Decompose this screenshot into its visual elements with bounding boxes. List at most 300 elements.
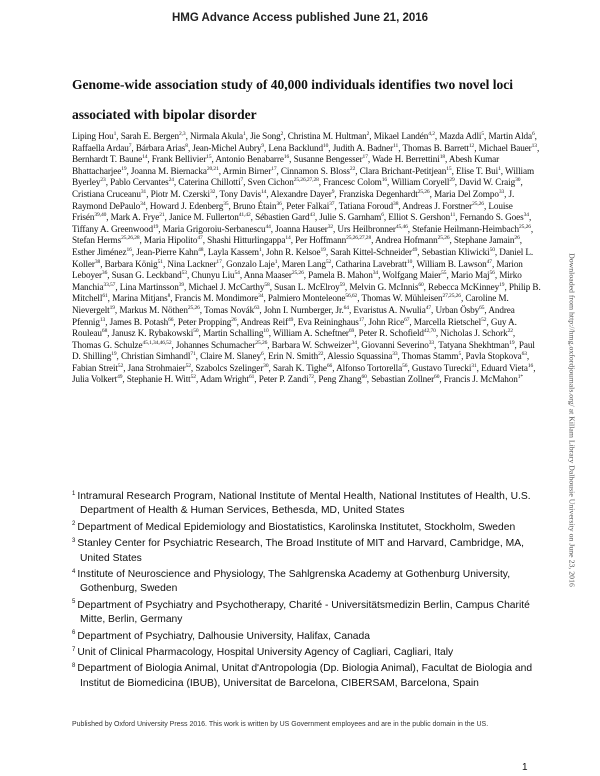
author-entry bbox=[250, 131, 283, 141]
author-affiliation-mark: 17 bbox=[358, 316, 365, 323]
author-name: Rebecca McKinney bbox=[428, 281, 500, 292]
author-entry bbox=[178, 317, 237, 327]
author-name: Szabolcs Szelinger bbox=[195, 362, 264, 373]
author-affiliation-mark: 68 bbox=[101, 328, 108, 335]
author-name: Fabian Streit bbox=[72, 362, 118, 373]
affiliation-item bbox=[72, 630, 542, 644]
author-affiliation-mark: 38 bbox=[393, 200, 399, 207]
author-entry bbox=[72, 154, 147, 164]
author-name: Frank Bellivier bbox=[151, 154, 207, 165]
author-entry bbox=[391, 177, 454, 187]
author-entry bbox=[382, 270, 446, 280]
author-name: Julia Volkert bbox=[72, 374, 118, 385]
author-entry bbox=[150, 201, 229, 211]
author-name: Louise Frisén bbox=[72, 200, 513, 223]
author-affiliation-mark: 43 bbox=[309, 212, 315, 219]
copyright-footer: Published by Oxford University Press 2016. This work is written by US Government employees and are in the public domain in the US. bbox=[72, 721, 489, 728]
author-affiliation-mark: 41,42 bbox=[238, 212, 251, 219]
author-affiliation-mark: 60 bbox=[361, 374, 367, 381]
author-name: Francis M. Mondimore bbox=[174, 293, 259, 304]
author-affiliation-mark: 55 bbox=[441, 270, 447, 277]
author-name: Fernando S. Goes bbox=[459, 212, 524, 223]
author-entry bbox=[318, 374, 366, 384]
author-name: William Byerley bbox=[72, 165, 535, 188]
author-entry bbox=[428, 282, 504, 292]
author-affiliation-mark: 6 bbox=[261, 351, 264, 358]
author-entry bbox=[240, 317, 293, 327]
author-entry bbox=[454, 235, 520, 245]
author-name: Barbara W. Schweizer bbox=[271, 339, 352, 350]
author-entry bbox=[281, 166, 355, 176]
author-affiliation-mark: 61 bbox=[102, 293, 108, 300]
author-name: Sarah E. Bergen bbox=[120, 131, 179, 141]
author-entry bbox=[339, 189, 430, 199]
author-name: Bárbara Arias bbox=[135, 142, 186, 153]
author-name: Gonzalo Laje bbox=[226, 258, 275, 269]
author-name: Francis J. McMahon bbox=[443, 374, 518, 385]
author-name: Christina M. Hultman bbox=[287, 131, 367, 141]
author-affiliation-mark: 60 bbox=[418, 281, 424, 288]
affiliation-item bbox=[72, 490, 542, 519]
download-watermark bbox=[566, 160, 578, 680]
author-name: Tatiana Foroud bbox=[338, 200, 394, 211]
author-affiliation-mark: 66 bbox=[168, 316, 174, 323]
author-name: Susan L. McElroy bbox=[274, 281, 340, 292]
author-name: Mark A. Frye bbox=[110, 212, 160, 223]
author-entry bbox=[333, 143, 399, 153]
author-affiliation-mark: 58 bbox=[264, 281, 270, 288]
author-name: Caroline M. Nievergelt bbox=[72, 293, 509, 315]
author-affiliation-mark: 60 bbox=[434, 374, 440, 381]
author-affiliation-mark: 8 bbox=[167, 293, 171, 300]
author-name: Sebastian Kliwicki bbox=[421, 246, 490, 257]
author-affiliation-mark: 34 bbox=[258, 293, 264, 300]
author-name: Thomas W. Mühleisen bbox=[361, 293, 443, 304]
author-name: Sébastien Gard bbox=[255, 212, 310, 223]
author-affiliation-mark: 61 bbox=[248, 374, 255, 381]
author-name: Christian Simhandl bbox=[120, 351, 191, 362]
author-name: Per Hoffmann bbox=[295, 235, 347, 246]
author-name: Gustavo Turecki bbox=[411, 362, 472, 373]
author-name: Tomas Novák bbox=[204, 304, 255, 315]
author-affiliation-mark: 31 bbox=[140, 188, 147, 195]
author-entry bbox=[204, 305, 259, 315]
author-name: Janusz K. Rybakowski bbox=[111, 328, 194, 339]
author-affiliation-mark: 25,26,27,28 bbox=[346, 235, 372, 242]
author-entry bbox=[176, 340, 267, 350]
author-entry bbox=[136, 143, 188, 153]
author-affiliation-mark: 1 bbox=[113, 130, 117, 137]
author-affiliation-mark: 15 bbox=[206, 154, 212, 161]
author-entry bbox=[72, 374, 122, 384]
author-affiliation-mark: 4,2 bbox=[428, 130, 435, 137]
author-name: Maria Grigoroiu-Serbanescu bbox=[162, 223, 266, 234]
author-affiliation-mark: 11 bbox=[450, 212, 456, 219]
author-affiliation-mark: 1 bbox=[274, 258, 278, 265]
author-entry bbox=[270, 189, 334, 199]
author-name: William Coryell bbox=[391, 177, 450, 188]
author-affiliation-mark: 15 bbox=[446, 165, 452, 172]
author-name: Barbara König bbox=[104, 258, 158, 269]
author-entry bbox=[330, 247, 417, 257]
author-affiliation-mark: 52 bbox=[190, 374, 196, 381]
author-name: Joanna Hauser bbox=[275, 223, 328, 234]
author-affiliation-mark: 25,26 bbox=[437, 235, 450, 242]
author-affiliation-mark: 19 bbox=[320, 246, 326, 253]
author-name: Elliot S. Gershon bbox=[388, 212, 451, 223]
author-entry bbox=[359, 328, 436, 338]
author-affiliation-mark: 1* bbox=[517, 374, 524, 381]
author-affiliation-mark: 25,26 bbox=[472, 200, 484, 207]
author-affiliation-mark: 63 bbox=[254, 304, 260, 311]
author-affiliation-mark: 26 bbox=[514, 235, 520, 242]
author-entry bbox=[336, 363, 407, 373]
author-affiliation-mark: 39 bbox=[178, 281, 185, 288]
author-affiliation-mark: 1 bbox=[258, 246, 262, 253]
affiliation-number: 1 bbox=[72, 490, 76, 497]
author-name: Thomas B. Barrett bbox=[402, 142, 469, 153]
author-affiliation-mark: 32 bbox=[210, 188, 216, 195]
author-entry bbox=[152, 154, 212, 164]
author-name: Pavla Stopkova bbox=[465, 351, 522, 362]
author-name: Shashi Hitturlingappa bbox=[207, 235, 286, 246]
affiliation-text: Department of Medical Epidemiology and Biostatistics, Karolinska Institutet, Stockholm, Sweden bbox=[77, 521, 516, 533]
author-entry bbox=[151, 189, 216, 199]
author-name: Susan G. Leckband bbox=[111, 270, 182, 281]
author-entry bbox=[374, 131, 435, 141]
author-affiliation-mark: 19 bbox=[121, 165, 127, 172]
author-entry bbox=[178, 177, 243, 187]
author-name: Pamela B. Mahon bbox=[308, 270, 373, 281]
author-affiliation-mark: 66 bbox=[326, 362, 333, 369]
author-name: Melvin G. McInnis bbox=[349, 281, 419, 292]
author-name: Abesh Kumar Bhattacharjee bbox=[72, 154, 500, 176]
author-name: Liping Hou bbox=[72, 131, 114, 141]
author-affiliation-mark: 19 bbox=[109, 304, 115, 311]
author-affiliation-mark: 19 bbox=[152, 223, 159, 230]
author-name: Chunyu Liu bbox=[191, 270, 235, 281]
author-name: Johannes Schumacher bbox=[175, 339, 256, 350]
author-name: Giovanni Severino bbox=[361, 339, 429, 350]
author-entry bbox=[72, 131, 116, 141]
author-name: Mirko Manchia bbox=[72, 270, 522, 292]
author-name: Maria Del Zompo bbox=[433, 188, 499, 199]
author-name: Tony Davis bbox=[219, 188, 262, 199]
page-number: 1 bbox=[522, 762, 528, 773]
author-name: Susanne Bengesser bbox=[293, 154, 363, 165]
author-name: Martin Alda bbox=[488, 131, 533, 141]
author-name: Catharina Lavebratt bbox=[335, 258, 407, 269]
author-name: Antonio Benabarre bbox=[215, 154, 284, 165]
author-affiliation-mark: 49 bbox=[288, 316, 294, 323]
author-entry bbox=[349, 282, 423, 292]
author-name: Stephanie H. Witt bbox=[126, 374, 191, 385]
author-entry bbox=[298, 317, 364, 327]
author-affiliation-mark: 5 bbox=[458, 351, 462, 358]
author-affiliation-mark: 30 bbox=[515, 177, 521, 184]
author-entry bbox=[136, 247, 203, 257]
author-entry bbox=[488, 131, 534, 141]
author-affiliation-mark: 67 bbox=[404, 316, 410, 323]
author-name: Sarah Kittel-Schneider bbox=[330, 246, 412, 257]
author-affiliation-mark: 9 bbox=[331, 188, 335, 195]
author-name: Eduard Vieta bbox=[481, 362, 528, 373]
author-affiliation-mark: 22 bbox=[318, 351, 324, 358]
author-entry bbox=[195, 363, 268, 373]
author-affiliation-mark: 25,26 bbox=[291, 270, 304, 277]
author-affiliation-mark: 19 bbox=[509, 339, 515, 346]
author-affiliation-mark: 45,46 bbox=[395, 223, 408, 230]
author-entry bbox=[361, 340, 434, 350]
author-entry bbox=[412, 363, 477, 373]
author-entry bbox=[128, 363, 191, 373]
author-name: Alexandre Dayer bbox=[270, 188, 332, 199]
author-affiliation-mark: 1 bbox=[498, 165, 501, 172]
author-entry bbox=[439, 131, 484, 141]
author-affiliation-mark: 30 bbox=[263, 362, 269, 369]
author-name: Urs Heilbronner bbox=[337, 223, 396, 234]
author-affiliation-mark: 7 bbox=[128, 142, 132, 149]
author-entry bbox=[375, 235, 450, 245]
author-affiliation-mark: 64 bbox=[343, 304, 349, 311]
author-affiliation-mark: 12 bbox=[468, 142, 475, 149]
author-affiliation-mark: 33 bbox=[498, 188, 505, 195]
author-entry bbox=[336, 259, 413, 269]
author-affiliation-mark: 50 bbox=[193, 328, 199, 335]
author-name: Cinnamon S. Bloss bbox=[280, 165, 350, 176]
author-entry bbox=[72, 247, 132, 257]
author-affiliation-mark: 8 bbox=[185, 142, 188, 149]
author-affiliation-mark: 2,3 bbox=[178, 130, 186, 137]
author-entry bbox=[308, 270, 378, 280]
author-affiliation-mark: 19 bbox=[111, 351, 117, 358]
author-entry bbox=[105, 259, 163, 269]
author-name: Martin Schalling bbox=[202, 328, 264, 339]
affiliation-text: Stanley Center for Psychiatric Research, The Broad Institute of MIT and Harvard, Cambridge, MA, United States bbox=[77, 538, 524, 564]
author-name: Julie S. Garnham bbox=[319, 212, 382, 223]
author-affiliation-mark: 29 bbox=[449, 177, 455, 184]
author-entry bbox=[273, 363, 332, 373]
author-entry bbox=[459, 177, 520, 187]
author-entry bbox=[188, 282, 269, 292]
author-entry bbox=[360, 166, 452, 176]
author-name: John R. Kelsoe bbox=[266, 246, 321, 257]
author-affiliation-mark: 7 bbox=[240, 177, 244, 184]
author-entry bbox=[207, 235, 291, 245]
author-entry bbox=[121, 131, 186, 141]
author-entry bbox=[327, 351, 397, 361]
author-entry bbox=[402, 143, 474, 153]
author-entry bbox=[414, 317, 487, 327]
author-entry bbox=[200, 351, 264, 361]
journal-header: HMG Advance Access published June 21, 2016 bbox=[171, 12, 429, 24]
author-affiliation-mark: 25,26,28 bbox=[121, 235, 140, 242]
author-entry bbox=[112, 293, 170, 303]
author-affiliation-mark: 9 bbox=[261, 142, 264, 149]
author-name: Caterina Chillotti bbox=[178, 177, 241, 188]
author-affiliation-mark: 52 bbox=[325, 258, 332, 265]
author-entry bbox=[72, 363, 123, 373]
author-affiliation-mark: 14 bbox=[261, 188, 267, 195]
author-affiliation-mark: 52 bbox=[117, 362, 124, 369]
author-entry bbox=[223, 166, 277, 176]
author-affiliation-mark: 25,26 bbox=[519, 223, 531, 230]
author-entry bbox=[112, 270, 187, 280]
author-name: Wade H. Berrettini bbox=[372, 154, 440, 165]
author-entry bbox=[119, 305, 199, 315]
author-affiliation-mark: 45,1,34,46,52 bbox=[142, 339, 172, 346]
author-name: Maren Lang bbox=[281, 258, 326, 269]
affiliation-text: Intramural Research Program, National Institute of Mental Health, National Institutes of Health, U.S. Department of Health & Human Services, Bethesda, MD, United States bbox=[77, 491, 531, 517]
author-entry bbox=[435, 305, 484, 315]
affiliation-number: 3 bbox=[72, 537, 76, 544]
author-affiliation-mark: 10 bbox=[263, 328, 269, 335]
author-entry bbox=[272, 340, 357, 350]
author-affiliation-mark: 34 bbox=[523, 212, 529, 219]
author-entry bbox=[72, 189, 146, 199]
author-affiliation-mark: 1 bbox=[243, 130, 246, 137]
author-name: Francesc Colom bbox=[323, 177, 382, 188]
download-watermark-text: Downloaded from http://hmg.oxfordjournals.org/ at Killam Library Dalhousie University on June 23, 2016 bbox=[567, 253, 577, 587]
affiliation-text: Institute of Neuroscience and Physiology, The Sahlgrenska Academy at Gothenburg University, Gothenburg, Sweden bbox=[77, 569, 511, 595]
author-entry bbox=[268, 143, 328, 153]
author-affiliation-mark: 56 bbox=[489, 270, 495, 277]
author-name: Marcella Rietschel bbox=[413, 316, 482, 327]
author-affiliation-mark: 47 bbox=[486, 258, 492, 265]
author-entry bbox=[337, 224, 407, 234]
author-name: Markus M. Nöthen bbox=[119, 304, 188, 315]
author-entry bbox=[295, 235, 371, 245]
author-entry bbox=[127, 374, 196, 384]
author-entry bbox=[440, 328, 513, 338]
author-affiliation-mark: 36 bbox=[276, 200, 282, 207]
author-entry bbox=[255, 212, 315, 222]
author-affiliation-mark: 13 bbox=[99, 316, 106, 323]
author-name: Jana Strohmaier bbox=[127, 362, 186, 373]
author-name: Lina Martinsson bbox=[119, 281, 179, 292]
author-affiliation-mark: 52 bbox=[185, 362, 191, 369]
author-entry bbox=[273, 328, 354, 338]
author-name: Janice M. Fullerton bbox=[168, 212, 239, 223]
author-name: William A. Scheftner bbox=[272, 328, 349, 339]
author-entry bbox=[121, 351, 196, 361]
author-list: Liping Hou$^1$, Sarah E. Bergen$^{2,3}$, Nirmala Akula$^1$, Jie Song$^2$, Christina M. Hultman$^2$, Mikael Landén$^{4,2}$, Mazda Adli$^5$, Martin Alda$^6$, Raffaella Ardau$^7$, Bárbara Arias$^8$, Jean-Michel Aubry$^9$, Lena Backlund$^{10}$, Judith A. Badner$^{11}$, Thomas B. Barrett$^{12}$, Michael Bauer$^{13}$, Bernhardt T. Baune$^{14}$, Frank Bellivier$^{15}$, Antonio Benabarre$^{16}$, Susanne Bengesser$^{17}$, Wade H. Berrettini$^{18}$, Abesh Kumar Bhattacharjee$^{19}$, Joanna M. Biernacka$^{20,21}$, Armin Birner$^{17}$, Cinnamon S. Bloss$^{22}$, Clara Brichant-Petitjean$^{15}$, Elise T. Bui$^1$, William Byerley$^{23}$, Pablo Cervantes$^{24}$, Caterina Chillotti$^7$, Sven Cichon$^{25,26,27,28}$, Francesc Colom$^{16}$, William Coryell$^{29}$, David W. Craig$^{30}$, Cristiana Cruceanu$^{31}$, Piotr M. Czerski$^{32}$, Tony Davis$^{14}$, Alexandre Dayer$^9$, Franziska Degenhardt$^{25,26}$, Maria Del Zompo$^{33}$, J. Raymond DePaulo$^{34}$, Howard J. Edenberg$^{35}$, Bruno Étain$^{36}$, Peter Falkai$^{37}$, Tatiana Foroud$^{38}$, Andreas J. Forstner$^{25,26}$, Louise Frisén$^{39,40}$, Mark A. Frye$^{21}$, Janice M. Fullerton$^{41,42}$, Sébastien Gard$^{43}$, Julie S. Garnham$^6$, Elliot S. Gershon$^{11}$, Fernando S. Goes$^{34}$, Tiffany A. Greenwood$^{19}$, Maria Grigoroiu-Serbanescu$^{44}$, Joanna Hauser$^{32}$, Urs Heilbronner$^{45,46}$, Stefanie Heilmann-Heimbach$^{25,26}$, Stefan Herms$^{25,26,28}$, Maria Hipolito$^{47}$, Shashi Hitturlingappa$^{14}$, Per Hoffmann$^{25,26,27,28}$, Andrea Hofmann$^{25,26}$, Stephane Jamain$^{26}$, Esther Jiménez$^{16}$, Jean-Pierre Kahn$^{48}$, Layla Kassem$^1$, John R. Kelsoe$^{19}$, Sarah Kittel-Schneider$^{49}$, Sebastian Kliwicki$^{50}$, Daniel L. Koller$^{38}$, Barbara König$^{51}$, Nina Lackner$^{17}$, Gonzalo Laje$^1$, Maren Lang$^{52}$, Catharina Lavebratt$^{10}$, William B. Lawson$^{47}$, Marion Leboyer$^{36}$, Susan G. Leckband$^{53}$, Chunyu Liu$^{54}$, Anna Maaser$^{25,26}$, Pamela B. Mahon$^{34}$, Wolfgang Maier$^{55}$, Mario Maj$^{56}$, Mirko Manchia$^{33,57}$, Lina Martinsson$^{39}$, Michael J. McCarthy$^{58}$, Susan L. McElroy$^{59}$, Melvin G. McInnis$^{60}$, Rebecca McKinney$^{19}$, Philip B. Mitchell$^{61}$, Marina Mitjans$^8$, Francis M. Mondimore$^{34}$, Palmiero Monteleone$^{56,62}$, Thomas W. Mühleisen$^{27,25,26}$, Caroline M. Nievergelt$^{19}$, Markus M. Nöthen$^{25,26}$, Tomas Novák$^{63}$, John I. Nurnberger, Jr.$^{64}$, Evaristus A. Nwulia$^{47}$, Urban Ösby$^{65}$, Andrea Pfennig$^{13}$, James B. Potash$^{66}$, Peter Propping$^{26}$, Andreas Reif$^{49}$, Eva Reininghaus$^{17}$, John Rice$^{67}$, Marcella Rietschel$^{52}$, Guy A. Rouleau$^{68}$, Janusz K. Rybakowski$^{50}$, Martin Schalling$^{10}$, William A. Scheftner$^{69}$, Peter R. Schofield$^{42,70}$, Nicholas J. Schork$^{22}$, Thomas G. Schulze$^{45,1,34,46,52}$, Johannes Schumacher$^{25,26}$, Barbara W. Schweizer$^{34}$, Giovanni Severino$^{33}$, Tatyana Shekhtman$^{19}$, Paul D. Shilling$^{19}$, Christian Simhandl$^{71}$, Claire M. Slaney$^6$, Erin N. Smith$^{22}$, Alessio Squassina$^{33}$, Thomas Stamm$^5$, Pavla Stopkova$^{63}$, Fabian Streit$^{52}$, Jana Strohmaier$^{52}$, Szabolcs Szelinger$^{30}$, Sarah K. Tighe$^{66}$, Alfonso Tortorella$^{56}$, Gustavo Turecki$^{31}$, Eduard Vieta$^{16}$, Julia Volkert$^{49}$, Stephanie H. Witt$^{52}$, Adam Wright$^{61}$, Peter P. Zandi$^{72}$, Peng Zhang$^{60}$, Sebastian Zollner$^{60}$, Francis J. McMahon$^{1*}$ bbox=[72, 130, 541, 385]
author-entry bbox=[412, 224, 531, 234]
affiliation-list bbox=[72, 490, 542, 693]
author-affiliation-mark: 2 bbox=[280, 130, 284, 137]
author-name: David W. Craig bbox=[459, 177, 516, 188]
author-affiliation-mark: 33 bbox=[428, 339, 435, 346]
author-entry bbox=[191, 270, 239, 280]
author-name: Sebastian Zollner bbox=[371, 374, 435, 385]
affiliation-item bbox=[72, 662, 542, 691]
author-name: Maria Hipolito bbox=[143, 235, 198, 246]
author-affiliation-mark: 34 bbox=[351, 339, 357, 346]
author-affiliation-mark: 16 bbox=[283, 154, 290, 161]
author-entry bbox=[438, 340, 514, 350]
author-entry bbox=[131, 166, 219, 176]
author-name: Clara Brichant-Petitjean bbox=[359, 165, 447, 176]
author-affiliation-mark: 6 bbox=[532, 130, 535, 137]
affiliation-number: 5 bbox=[72, 599, 76, 606]
affiliation-number: 2 bbox=[72, 521, 76, 528]
author-name: Alfonso Tortorella bbox=[336, 362, 403, 373]
author-name: Esther Jiménez bbox=[72, 246, 127, 257]
author-name: Sarah K. Tighe bbox=[272, 362, 327, 373]
author-name: Paul D. Shilling bbox=[72, 339, 535, 362]
affiliation-text: Department of Psychiatry, Dalhousie University, Halifax, Canada bbox=[77, 630, 370, 642]
affiliation-item bbox=[72, 646, 542, 660]
author-name: Mikael Landén bbox=[373, 131, 429, 141]
author-affiliation-mark: 48 bbox=[198, 246, 204, 253]
author-affiliation-mark: 22 bbox=[507, 328, 513, 335]
author-affiliation-mark: 54 bbox=[234, 270, 240, 277]
author-entry bbox=[451, 270, 495, 280]
author-entry bbox=[233, 201, 282, 211]
author-name: Andrea Pfennig bbox=[72, 304, 515, 327]
author-name: Tiffany A. Greenwood bbox=[72, 223, 153, 234]
author-name: Erin N. Smith bbox=[268, 351, 319, 362]
author-name: Michael J. McCarthy bbox=[188, 281, 265, 292]
author-affiliation-mark: 27,25,26 bbox=[442, 293, 461, 300]
author-affiliation-mark: 42,70 bbox=[423, 328, 436, 335]
author-entry bbox=[466, 351, 527, 361]
author-affiliation-mark: 25,26 bbox=[417, 188, 430, 195]
author-entry bbox=[456, 166, 501, 176]
author-entry bbox=[460, 212, 529, 222]
author-name: Elise T. Bui bbox=[456, 165, 499, 176]
author-entry bbox=[479, 143, 537, 153]
author-name: Nicholas J. Schork bbox=[440, 328, 508, 339]
author-name: Peng Zhang bbox=[318, 374, 362, 385]
author-entry bbox=[275, 224, 333, 234]
author-affiliation-mark: 39,40 bbox=[94, 212, 107, 219]
author-name: Urban Ösby bbox=[435, 304, 480, 315]
author-affiliation-mark: 44 bbox=[265, 223, 271, 230]
author-entry bbox=[110, 177, 174, 187]
author-entry bbox=[416, 259, 491, 269]
author-affiliation-mark: 2 bbox=[366, 130, 370, 137]
author-affiliation-mark: 20,21 bbox=[206, 165, 219, 172]
author-affiliation-mark: 38 bbox=[94, 258, 101, 265]
affiliation-number: 7 bbox=[72, 646, 76, 653]
author-name: Lena Backlund bbox=[268, 142, 323, 153]
author-name: Peter Propping bbox=[177, 316, 232, 327]
author-affiliation-mark: 47 bbox=[197, 235, 203, 242]
author-affiliation-mark: 17 bbox=[216, 258, 222, 265]
author-name: Marion Leboyer bbox=[72, 258, 523, 281]
author-affiliation-mark: 6 bbox=[381, 212, 384, 219]
author-name: Piotr M. Czerski bbox=[150, 188, 210, 199]
author-entry bbox=[294, 154, 368, 164]
author-entry bbox=[192, 143, 264, 153]
author-entry bbox=[402, 201, 484, 211]
affiliation-item bbox=[72, 537, 542, 566]
author-entry bbox=[200, 374, 254, 384]
paper-title: Genome-wide association study of 40,000 individuals identifies two novel loci associated with bipolar disorder bbox=[72, 77, 514, 122]
author-name: Philip B. Mitchell bbox=[72, 281, 541, 304]
author-name: Pablo Cervantes bbox=[110, 177, 169, 188]
affiliation-item bbox=[72, 521, 542, 535]
author-entry bbox=[388, 212, 455, 222]
author-name: William B. Lawson bbox=[416, 258, 487, 269]
author-entry bbox=[248, 177, 319, 187]
author-entry bbox=[422, 247, 495, 257]
author-entry bbox=[259, 374, 314, 384]
author-affiliation-mark: 52 bbox=[481, 316, 487, 323]
author-name: John I. Nurnberger, Jr. bbox=[263, 304, 344, 315]
author-affiliation-mark: 69 bbox=[348, 328, 355, 335]
